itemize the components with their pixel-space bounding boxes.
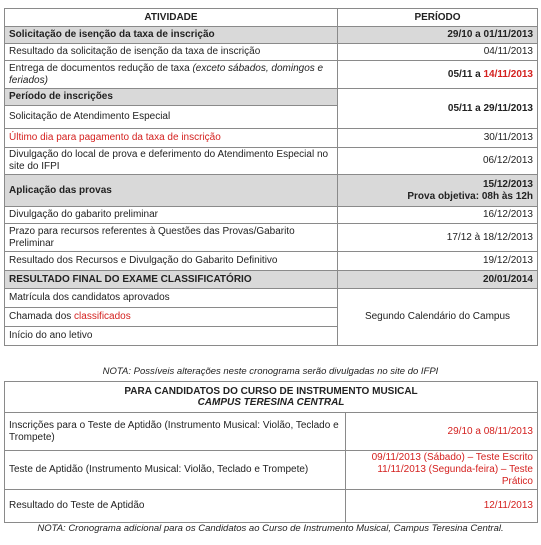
schedule-note: NOTA: Possíveis alterações neste cronograma serão divulgadas no site do IFPI [102,366,439,377]
period-cell: 20/01/2014 [338,271,538,289]
table-row [5,224,538,252]
period-cell: Segundo Calendário do Campus [338,289,538,346]
activity-cell [5,61,338,89]
period-end: 14/11/2013 [483,68,533,80]
activity-cell: Solicitação de isenção da taxa de inscrição [5,27,338,44]
activity-cell: Resultado do Teste de Aptidão [5,490,346,523]
activity-cell: Solicitação de Atendimento Especial [5,106,338,129]
activity-cell: Início do ano letivo [5,327,338,346]
activity-cell: Prazo para recursos referentes à Questões das Provas/Gabarito Preliminar [5,224,338,252]
period-line-1: 15/12/2013 [482,178,533,190]
activity-cell: Teste de Aptidão (Instrumento Musical: Violão, Teclado e Trompete) [5,451,346,490]
activity-cell: Divulgação do gabarito preliminar [5,207,338,224]
activity-cell: Divulgação do local de prova e deferimento do Atendimento Especial no site do IFPI [5,148,338,175]
activity-cell: RESULTADO FINAL DO EXAME CLASSIFICATÓRIO [5,271,338,289]
header-activity: ATIVIDADE [5,9,338,27]
activity-note: (exceto sábados, domingos e feriados) [9,62,324,86]
period-cell: 04/11/2013 [338,44,538,61]
music-table-title [5,382,538,413]
music-course-table [4,381,538,523]
table-row [5,490,538,523]
activity-cell [5,308,338,327]
table-row [5,61,538,89]
table-row [5,413,538,451]
period-line-2: 11/11/2013 (Segunda-feira) – Teste Prático [377,464,533,487]
period-cell: 19/12/2013 [338,252,538,271]
period-cell [346,451,538,490]
period-start: 05/11 a [447,68,484,80]
table-row [5,271,538,289]
period-cell: 29/10 a 08/11/2013 [346,413,538,451]
activity-cell: Último dia para pagamento da taxa de inscrição [5,129,338,148]
table-row [5,27,538,44]
table-row [5,129,538,148]
music-table-heading: PARA CANDIDATOS DO CURSO DE INSTRUMENTO MUSICAL [124,386,418,397]
activity-cell: Aplicação das provas [5,175,338,207]
table-row [5,175,538,207]
period-cell: 30/11/2013 [338,129,538,148]
activity-text: Entrega de documentos redução de taxa [9,62,190,74]
activity-cell: Período de inscrições [5,89,338,106]
activity-cell: Matrícula dos candidatos aprovados [5,289,338,308]
table-row [5,252,538,271]
period-cell: 05/11 a 29/11/2013 [338,89,538,129]
table-row [5,451,538,490]
table-row [5,44,538,61]
music-table-note: NOTA: Cronograma adicional para os Candidatos ao Curso de Instrumento Musical, Campus Teresina Central. [37,523,504,534]
period-line-1: 09/11/2013 (Sábado) – Teste Escrito [371,452,533,463]
schedule-table [4,8,538,346]
period-cell: 12/11/2013 [346,490,538,523]
period-cell: 29/10 a 01/11/2013 [338,27,538,44]
activity-highlight: classificados [74,311,131,322]
table-row [5,289,538,308]
activity-cell: Resultado da solicitação de isenção da taxa de inscrição [5,44,338,61]
table-row [5,207,538,224]
table-row [5,148,538,175]
activity-cell: Inscrições para o Teste de Aptidão (Instrumento Musical: Violão, Teclado e Trompete) [5,413,346,451]
period-cell: 17/12 à 18/12/2013 [338,224,538,252]
table-row [5,89,538,106]
period-line-2: Prova objetiva: 08h às 12h [407,190,533,202]
activity-text: Chamada dos [9,311,75,322]
period-cell: 16/12/2013 [338,207,538,224]
period-cell [338,175,538,207]
music-table-subheading: CAMPUS TERESINA CENTRAL [197,397,345,408]
music-table-title-row [5,382,538,413]
activity-cell: Resultado dos Recursos e Divulgação do Gabarito Definitivo [5,252,338,271]
table-header-row [5,9,538,27]
period-cell [338,61,538,89]
period-cell: 06/12/2013 [338,148,538,175]
header-period: PERÍODO [338,9,538,27]
